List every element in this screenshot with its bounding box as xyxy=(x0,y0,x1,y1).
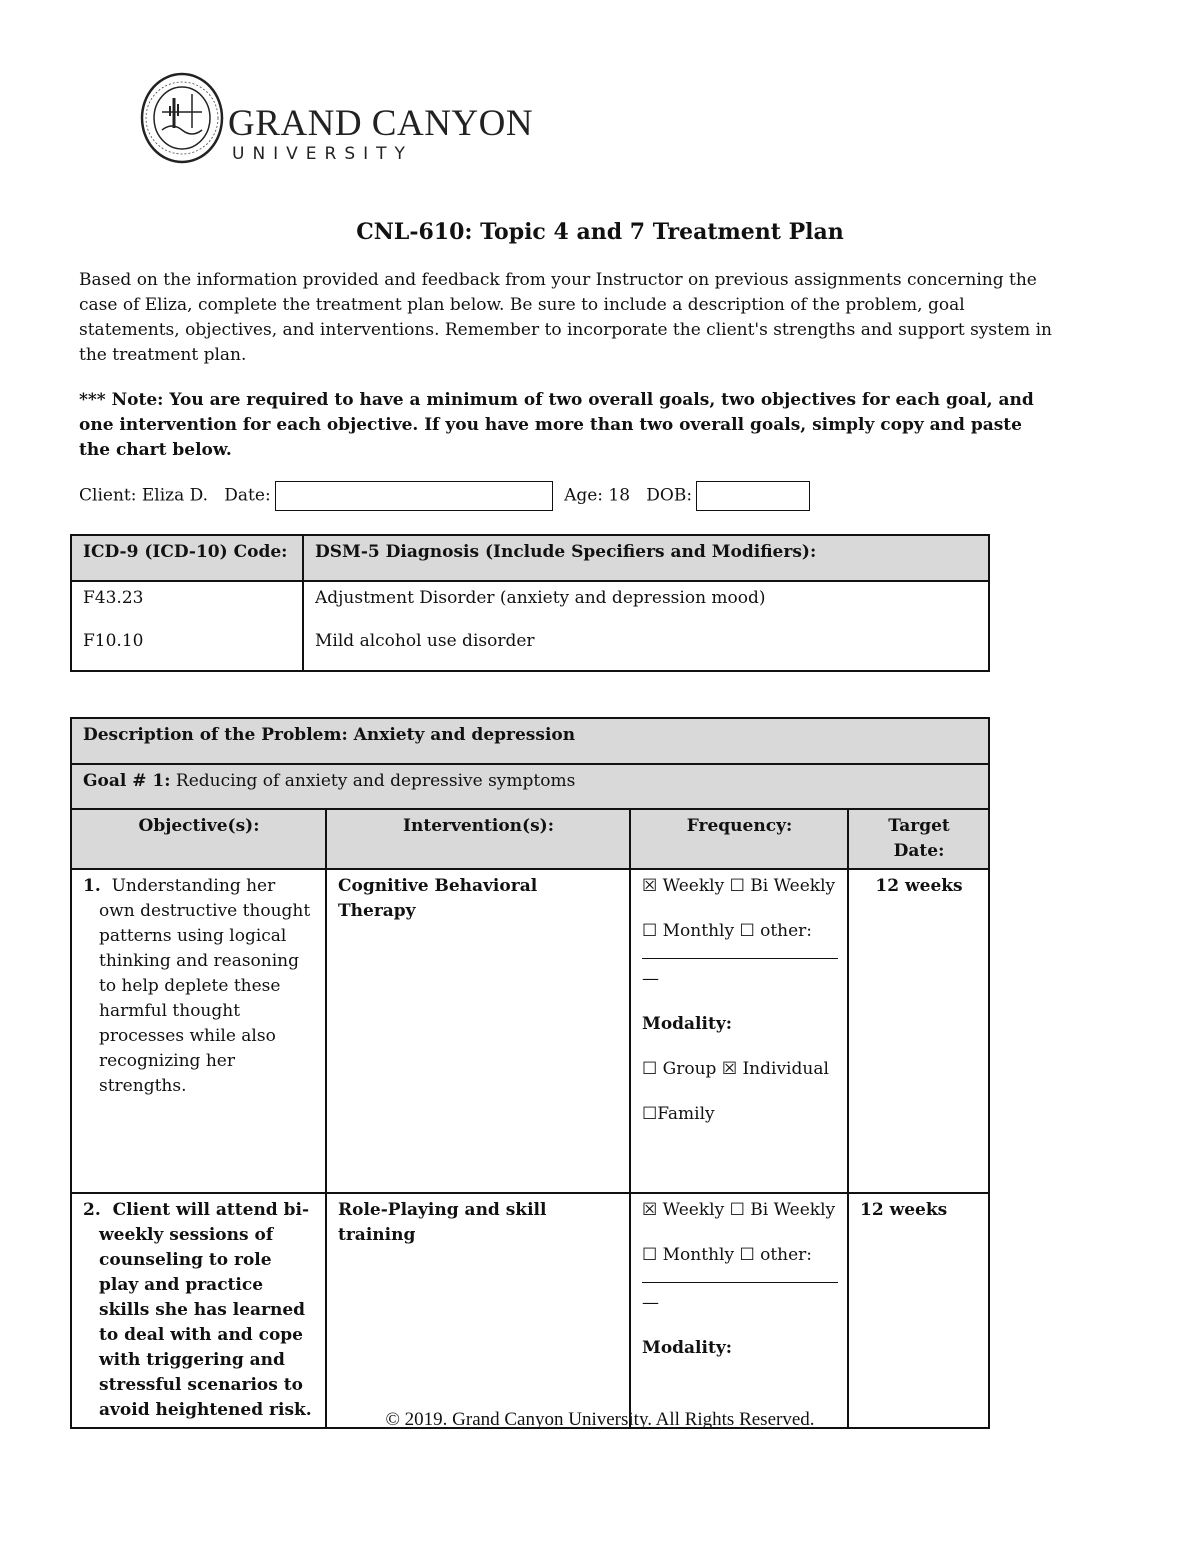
date-label: Date: xyxy=(224,485,271,506)
logo-name: GRAND CANYON xyxy=(228,103,534,144)
dob-field[interactable] xyxy=(696,481,810,511)
modality-label: Modality: xyxy=(642,1338,732,1358)
goal-row xyxy=(71,764,989,809)
modality-options-2[interactable]: ☐Family xyxy=(642,1104,715,1124)
target-cell[interactable]: 12 weeks xyxy=(848,1193,989,1428)
objective-text: Understanding her own destructive thought patterns using logical thinking and reasoning to help deplete these harmful thought processes while also recognizing her strengths. xyxy=(99,876,311,1096)
copyright-footer: © 2019. Grand Canyon University. All Rights Reserved. xyxy=(385,1409,815,1430)
dob-label: DOB: xyxy=(646,485,693,506)
objective-cell[interactable] xyxy=(71,1193,326,1428)
target-header: Target Date: xyxy=(848,809,989,869)
client-info-line xyxy=(79,481,816,511)
dx-value: Mild alcohol use disorder xyxy=(315,631,535,651)
frequency-cell[interactable] xyxy=(630,869,848,1193)
objective-row xyxy=(71,869,989,1193)
client-label: Client: Eliza D. xyxy=(79,485,209,506)
objective-row xyxy=(71,1193,989,1428)
code-cell[interactable] xyxy=(71,581,303,671)
target-cell[interactable]: 12 weeks xyxy=(848,869,989,1193)
frequency-cell[interactable] xyxy=(630,1193,848,1428)
frequency-options-2[interactable]: ☐ Monthly ☐ other: xyxy=(642,1245,813,1265)
intervention-cell[interactable]: Cognitive Behavioral Therapy xyxy=(326,869,630,1193)
other-frequency-line[interactable] xyxy=(642,1268,838,1283)
modality-options[interactable]: ☐ Group ☒ Individual xyxy=(642,1059,829,1079)
logo-subtitle: UNIVERSITY xyxy=(232,144,413,164)
frequency-options[interactable]: ☒ Weekly ☐ Bi Weekly xyxy=(642,876,836,896)
code-header: ICD-9 (ICD-10) Code: xyxy=(71,535,303,581)
frequency-header: Frequency: xyxy=(630,809,848,869)
problem-description-row xyxy=(71,718,989,764)
intervention-header: Intervention(s): xyxy=(326,809,630,869)
diagnosis-row xyxy=(71,581,989,671)
frequency-options-2[interactable]: ☐ Monthly ☐ other: xyxy=(642,921,813,941)
university-seal-icon xyxy=(140,72,224,164)
goal-cell[interactable] xyxy=(71,764,989,809)
instructions-paragraph: Based on the information provided and feedback from your Instructor on previous assignments concerning the case of Eliza, complete the treatment plan below. Be sure to include a description of the problem, goal statements, objectives, and interventions. Remember to incorporate the client's strengths and support system in the treatment plan. xyxy=(79,270,1052,365)
university-logo xyxy=(140,72,534,168)
other-frequency-line[interactable] xyxy=(642,944,838,959)
date-field[interactable] xyxy=(275,481,553,511)
diagnosis-header-row xyxy=(71,535,989,581)
note-paragraph: *** Note: You are required to have a minimum of two overall goals, two objectives for each goal, and one intervention for each objective. If you have more than two overall goals, simply copy and paste the chart below. xyxy=(79,390,1034,460)
age-label: Age: 18 xyxy=(564,485,631,506)
dx-header: DSM-5 Diagnosis (Include Specifiers and Modifiers): xyxy=(303,535,989,581)
goal-label: Goal # 1: xyxy=(83,771,171,791)
modality-label: Modality: xyxy=(642,1014,732,1034)
objective-number: 1. xyxy=(83,876,101,896)
diagnosis-table xyxy=(70,534,990,672)
code-value: F43.23 xyxy=(83,588,144,608)
objective-header: Objective(s): xyxy=(71,809,326,869)
goal-text: Reducing of anxiety and depressive symptoms xyxy=(175,771,576,791)
code-value: F10.10 xyxy=(83,631,144,651)
frequency-dash: — xyxy=(642,969,659,989)
problem-description[interactable]: Description of the Problem: Anxiety and depression xyxy=(71,718,989,764)
objective-number: 2. xyxy=(83,1200,101,1220)
frequency-dash: — xyxy=(642,1293,659,1313)
dx-value: Adjustment Disorder (anxiety and depression mood) xyxy=(315,588,766,608)
page-title: CNL-610: Topic 4 and 7 Treatment Plan xyxy=(356,219,844,245)
dx-cell[interactable] xyxy=(303,581,989,671)
problem-table xyxy=(70,717,990,1429)
intervention-cell[interactable]: Role-Playing and skill training xyxy=(326,1193,630,1428)
frequency-options[interactable]: ☒ Weekly ☐ Bi Weekly xyxy=(642,1200,836,1220)
objective-text: Client will attend bi-weekly sessions of counseling to role play and practice skills she has learned to deal with and cope with triggering and stressful scenarios to avoid heightened risk. xyxy=(99,1200,312,1420)
objective-header-row xyxy=(71,809,989,869)
objective-cell[interactable] xyxy=(71,869,326,1193)
